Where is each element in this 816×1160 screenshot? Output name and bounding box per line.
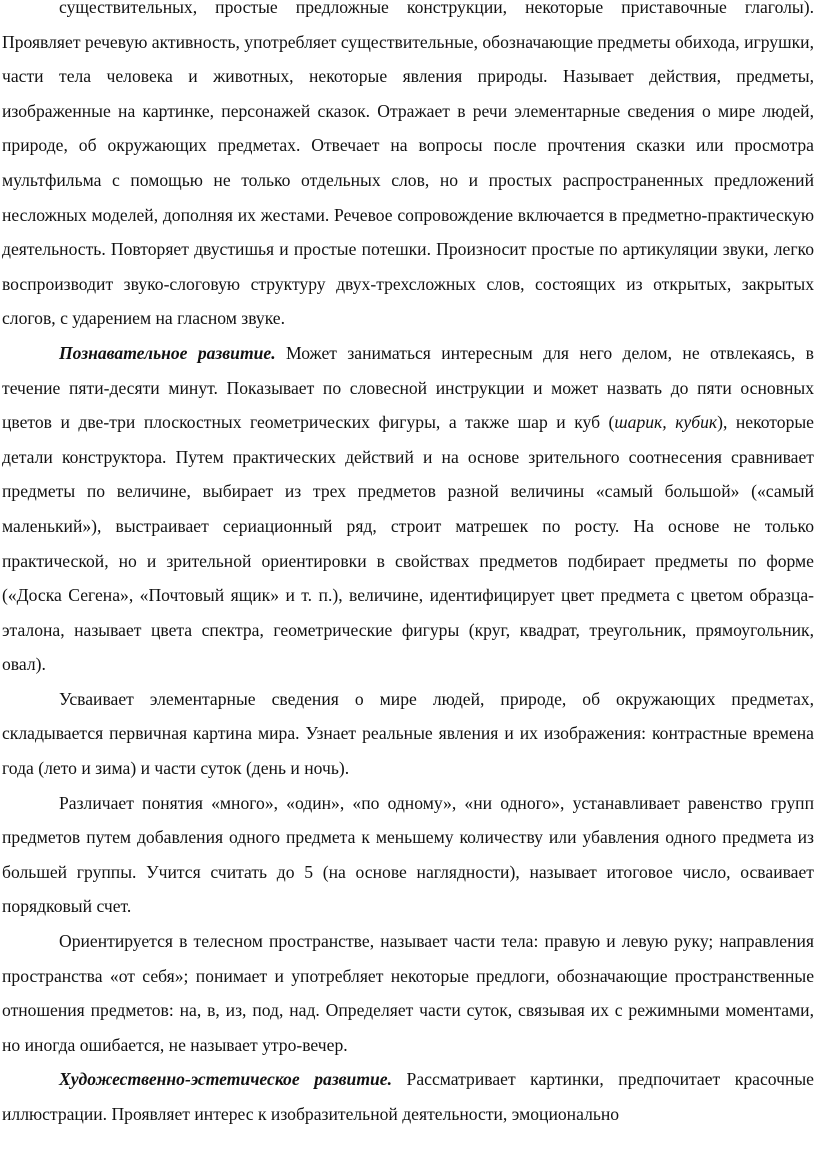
paragraph-text-part: Рассматривает картинки, предпочитает красочные иллюстрации. Проявляет интерес к изобразительной деятельности, эмоционально [2, 1069, 814, 1124]
paragraph-world-knowledge: Усваивает элементарные сведения о мире людей, природе, об окружающих предметах, складывается первичная картина мира. Узнает реальные явления и их изображения: контрастные времена года (лето и зима) и части суток (день и ночь). [2, 688, 814, 779]
paragraph-cognitive-development [2, 336, 814, 682]
paragraph-speech-continued: существительных, простые предложные конструкции, некоторые приставочные глаголы). Проявляет речевую активность, употребляет существительные, обозначающие предметы обихода, игрушки, части тела человека и животных, некоторые явления природы. Называет действия, предметы, изображенные на картинке, персонажей сказок. Отражает в речи элементарные сведения о мире людей, природе, об окружающих предметах. Отвечает на вопросы после прочтения сказки или просмотра мультфильма с помощью не только отдельных слов, но и простых распространенных предложений несложных моделей, дополняя их жестами. Речевое сопровождение включается в предметно-практическую деятельность. Повторяет двустишья и простые потешки. Произносит простые по артикуляции звуки, легко воспроизводит звуко-слоговую структуру двух-трехсложных слов, состоящих из открытых, закрытых слогов, с ударением на гласном звуке. [2, 0, 814, 329]
italic-examples: шарик, кубик [614, 412, 718, 433]
paragraph-artistic-development [2, 1062, 814, 1131]
paragraph-quantity-concepts: Различает понятия «много», «один», «по одному», «ни одного», устанавливает равенство групп предметов путем добавления одного предмета к меньшему количеству или убавления одного предмета из большей группы. Учится считать до 5 (на основе наглядности), называет итоговое число, осваивает порядковый счет. [2, 792, 814, 917]
paragraph-text-part: ), некоторые детали конструктора. Путем практических действий и на основе зрительного соотнесения сравнивает предметы по величине, выбирает из трех предметов разной величины «самый большой» («самый маленький»), выстраивает сериационный ряд, строит матрешек по росту. На основе не только практической, но и зрительной ориентировки в свойствах предметов подбирает предметы по форме («Доска Сегена», «Почтовый ящик» и т. п.), величине, идентифицирует цвет предмета с цветом образца-эталона, называет цвета спектра, геометрические фигуры (круг, квадрат, треугольник, прямоугольник, овал). [2, 412, 814, 675]
section-heading-artistic: Художественно-эстетическое развитие. [59, 1069, 392, 1090]
section-heading-cognitive: Познавательное развитие. [59, 342, 276, 363]
paragraph-text-part: Может заниматься интересным для него делом, не отвлекаясь, в течение пяти-десяти минут. Показывает по словесной инструкции и может назвать до пяти основных цветов и две-три плоскостных геометрических фигуры, а также шар и куб ( [2, 342, 814, 433]
paragraph-spatial-orientation: Ориентируется в телесном пространстве, называет части тела: правую и левую руку; направления пространства «от себя»; понимает и употребляет некоторые предлоги, обозначающие пространственные отношения предметов: на, в, из, под, над. Определяет части суток, связывая их с режимными моментами, но иногда ошибается, не называет утро-вечер. [2, 931, 814, 1055]
